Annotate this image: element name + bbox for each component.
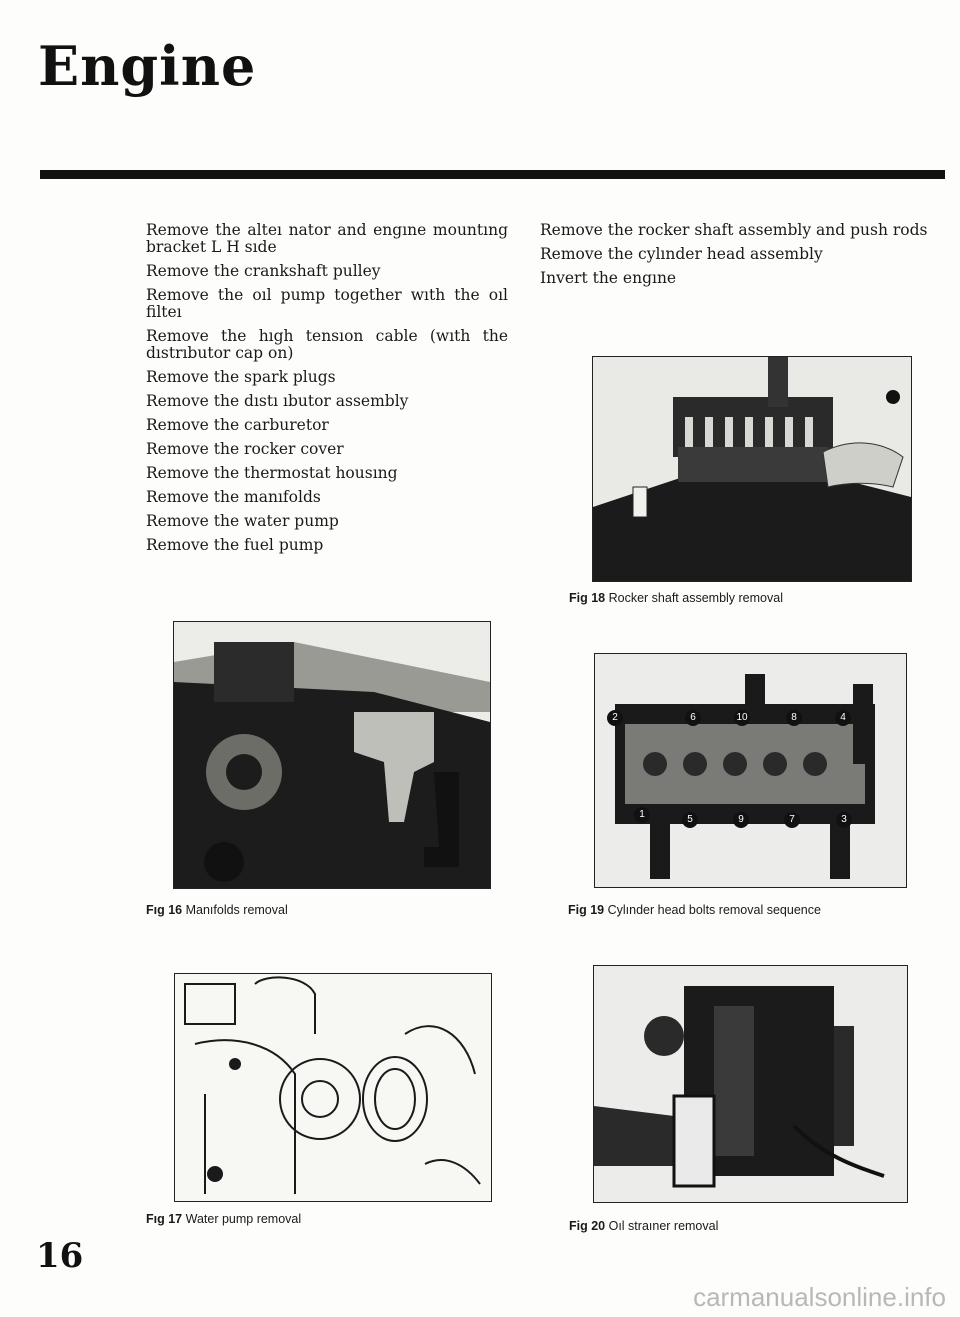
watermark: carmanualsonline.info xyxy=(693,1282,946,1312)
instruction-step: Invert the engıne xyxy=(540,269,677,287)
instruction-step: Remove the spark plugs xyxy=(146,368,336,386)
instruction-step: Remove the oıl pump together wıth the oıl filteı xyxy=(146,286,508,321)
figure-17-image xyxy=(174,973,492,1202)
bolt-number: 4 xyxy=(835,709,851,726)
bolt-number: 7 xyxy=(784,811,800,828)
instruction-step: Remove the cylınder head assembly xyxy=(540,245,823,263)
instruction-step: Remove the crankshaft pulley xyxy=(146,262,381,280)
instruction-step: Remove the thermostat housıng xyxy=(146,464,398,482)
bolt-number: 6 xyxy=(685,709,701,726)
page-number: 16 xyxy=(36,1236,84,1276)
bolt-number: 8 xyxy=(786,709,802,726)
figure-label: Fig 19 xyxy=(568,903,605,917)
instruction-step: Remove the water pump xyxy=(146,512,339,530)
header-rule xyxy=(40,170,945,179)
instruction-step: Remove the rocker cover xyxy=(146,440,344,458)
instruction-step: Remove the rocker shaft assembly and push rods xyxy=(540,221,928,239)
figure-label: Fig 20 xyxy=(569,1219,606,1233)
page-title: Engine xyxy=(38,34,257,98)
figure-caption-text: Cylınder head bolts removal sequence xyxy=(607,903,821,917)
figure-20-image xyxy=(593,965,908,1203)
bolt-number: 3 xyxy=(836,811,852,828)
bolt-number: 2 xyxy=(607,709,623,726)
figure-label: Fıg 16 xyxy=(146,903,183,917)
figure-caption-text: Manıfolds removal xyxy=(185,903,288,917)
figure-18-image xyxy=(592,356,912,582)
instruction-step: Remove the hıgh tensıon cable (wıth the dıstrıbutor cap on) xyxy=(146,327,508,362)
instruction-step: Remove the carburetor xyxy=(146,416,329,434)
figure-caption-text: Rocker shaft assembly removal xyxy=(608,591,783,605)
instruction-step: Remove the alteı nator and engıne mountıng bracket L H sıde xyxy=(146,221,508,256)
bolt-number: 5 xyxy=(682,811,698,828)
right-column xyxy=(540,222,932,294)
figure-17-caption xyxy=(146,1212,301,1226)
instruction-step: Remove the fuel pump xyxy=(146,536,324,554)
figure-19-image xyxy=(594,653,907,888)
figure-label: Fıg 17 xyxy=(146,1212,183,1226)
figure-19-caption xyxy=(568,903,821,917)
figure-18-caption xyxy=(569,591,783,605)
figure-label: Fig 18 xyxy=(569,591,606,605)
bolt-number: 1 xyxy=(634,806,650,823)
bolt-number: 9 xyxy=(733,811,749,828)
figure-16-image xyxy=(173,621,491,889)
figure-20-caption xyxy=(569,1219,718,1233)
instruction-step: Remove the dıstı ıbutor assembly xyxy=(146,392,409,410)
figure-caption-text: Water pump removal xyxy=(185,1212,302,1226)
bolt-number: 10 xyxy=(734,709,750,726)
instruction-step: Remove the manıfolds xyxy=(146,488,321,506)
left-column xyxy=(146,222,508,561)
figure-16-caption xyxy=(146,903,288,917)
figure-caption-text: Oıl straıner removal xyxy=(608,1219,719,1233)
